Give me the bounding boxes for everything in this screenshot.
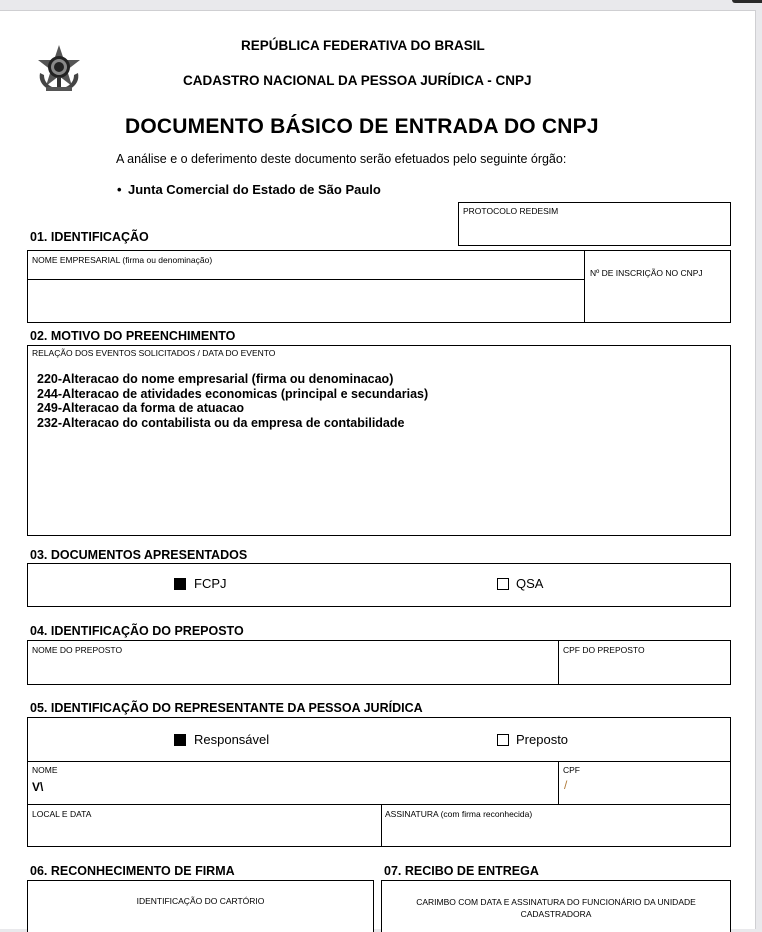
cnpj-column-divider — [584, 251, 585, 322]
nome-empresarial-divider — [28, 279, 585, 280]
cartorio-label: IDENTIFICAÇÃO DO CARTÓRIO — [136, 896, 265, 906]
evento-item: 244-Alteracao de atividades economicas (principal e secundarias) — [37, 386, 429, 401]
preposto-box — [27, 640, 731, 685]
fcpj-checkbox[interactable] — [174, 578, 186, 590]
header-cadastro: CADASTRO NACIONAL DA PESSOA JURÍDICA - CNPJ — [183, 73, 532, 88]
cpf-representante-label: CPF — [563, 765, 580, 775]
qsa-checkbox[interactable] — [497, 578, 509, 590]
cpf-preposto-label: CPF DO PREPOSTO — [563, 645, 645, 655]
documentos-box — [27, 563, 731, 607]
preposto-checkbox[interactable] — [497, 734, 509, 746]
cpf-representante-divider — [558, 761, 559, 804]
preposto-label: Preposto — [516, 732, 569, 747]
section-03-title: 03. DOCUMENTOS APRESENTADOS — [30, 548, 248, 562]
assinatura-label: ASSINATURA (com firma reconhecida) — [385, 809, 533, 819]
bullet-symbol: • — [117, 182, 122, 197]
evento-item: 249-Alteracao da forma de atuacao — [37, 401, 245, 416]
section-05-title: 05. IDENTIFICAÇÃO DO REPRESENTANTE DA PESSOA JURÍDICA — [30, 701, 423, 715]
nome-representante-value: V\ — [32, 780, 44, 794]
local-data-label: LOCAL E DATA — [32, 809, 92, 819]
nome-empresarial-label-sub: (firma ou denominação) — [122, 255, 213, 265]
nome-empresarial-label — [32, 255, 212, 265]
responsavel-checkbox[interactable] — [174, 734, 186, 746]
representante-divider-1 — [28, 761, 730, 762]
section-02-title: 02. MOTIVO DO PREENCHIMENTO — [30, 329, 236, 343]
nome-preposto-label: NOME DO PREPOSTO — [32, 645, 123, 655]
evento-item: 232-Alteracao do contabilista ou da empresa de contabilidade — [37, 416, 405, 431]
fcpj-label: FCPJ — [194, 576, 227, 591]
intro-text: A análise e o deferimento deste documento serão efetuados pelo seguinte órgão: — [116, 152, 567, 166]
organ-name: Junta Comercial do Estado de São Paulo — [128, 182, 381, 197]
section-07-title: 07. RECIBO DE ENTREGA — [384, 864, 539, 878]
protocolo-label: PROTOCOLO REDESIM — [463, 206, 559, 216]
representante-box — [27, 717, 731, 847]
recibo-label: CARIMBO COM DATA E ASSINATURA DO FUNCIONÁRIO DA UNIDADE CADASTRADORA — [416, 897, 696, 919]
header-republic: REPÚBLICA FEDERATIVA DO BRASIL — [241, 38, 485, 53]
document-title: DOCUMENTO BÁSICO DE ENTRADA DO CNPJ — [125, 115, 599, 138]
viewer-tab-edge — [732, 0, 762, 3]
recibo-box — [381, 880, 731, 932]
responsavel-label: Responsável — [194, 732, 270, 747]
eventos-label: RELAÇÃO DOS EVENTOS SOLICITADOS / DATA DO EVENTO — [32, 348, 276, 358]
qsa-label: QSA — [516, 576, 544, 591]
cpf-representante-value: / — [564, 778, 568, 792]
preposto-column-divider — [558, 641, 559, 684]
protocolo-redesim-box — [458, 202, 731, 246]
assinatura-divider — [381, 804, 382, 846]
eventos-list — [37, 372, 428, 431]
brazil-coat-of-arms-icon — [34, 43, 84, 93]
cartorio-box — [27, 880, 374, 932]
evento-item: 220-Alteracao do nome empresarial (firma ou denominacao) — [37, 372, 394, 386]
representante-divider-2 — [28, 804, 730, 805]
nome-empresarial-label-main: NOME EMPRESARIAL — [32, 255, 121, 265]
section-06-title: 06. RECONHECIMENTO DE FIRMA — [30, 864, 235, 878]
identificacao-box — [27, 250, 731, 323]
cnpj-label: Nº DE INSCRIÇÃO NO CNPJ — [590, 268, 703, 278]
nome-representante-label: NOME — [32, 765, 58, 775]
section-01-title: 01. IDENTIFICAÇÃO — [30, 230, 149, 244]
section-04-title: 04. IDENTIFICAÇÃO DO PREPOSTO — [30, 624, 244, 638]
motivo-box — [27, 345, 731, 536]
